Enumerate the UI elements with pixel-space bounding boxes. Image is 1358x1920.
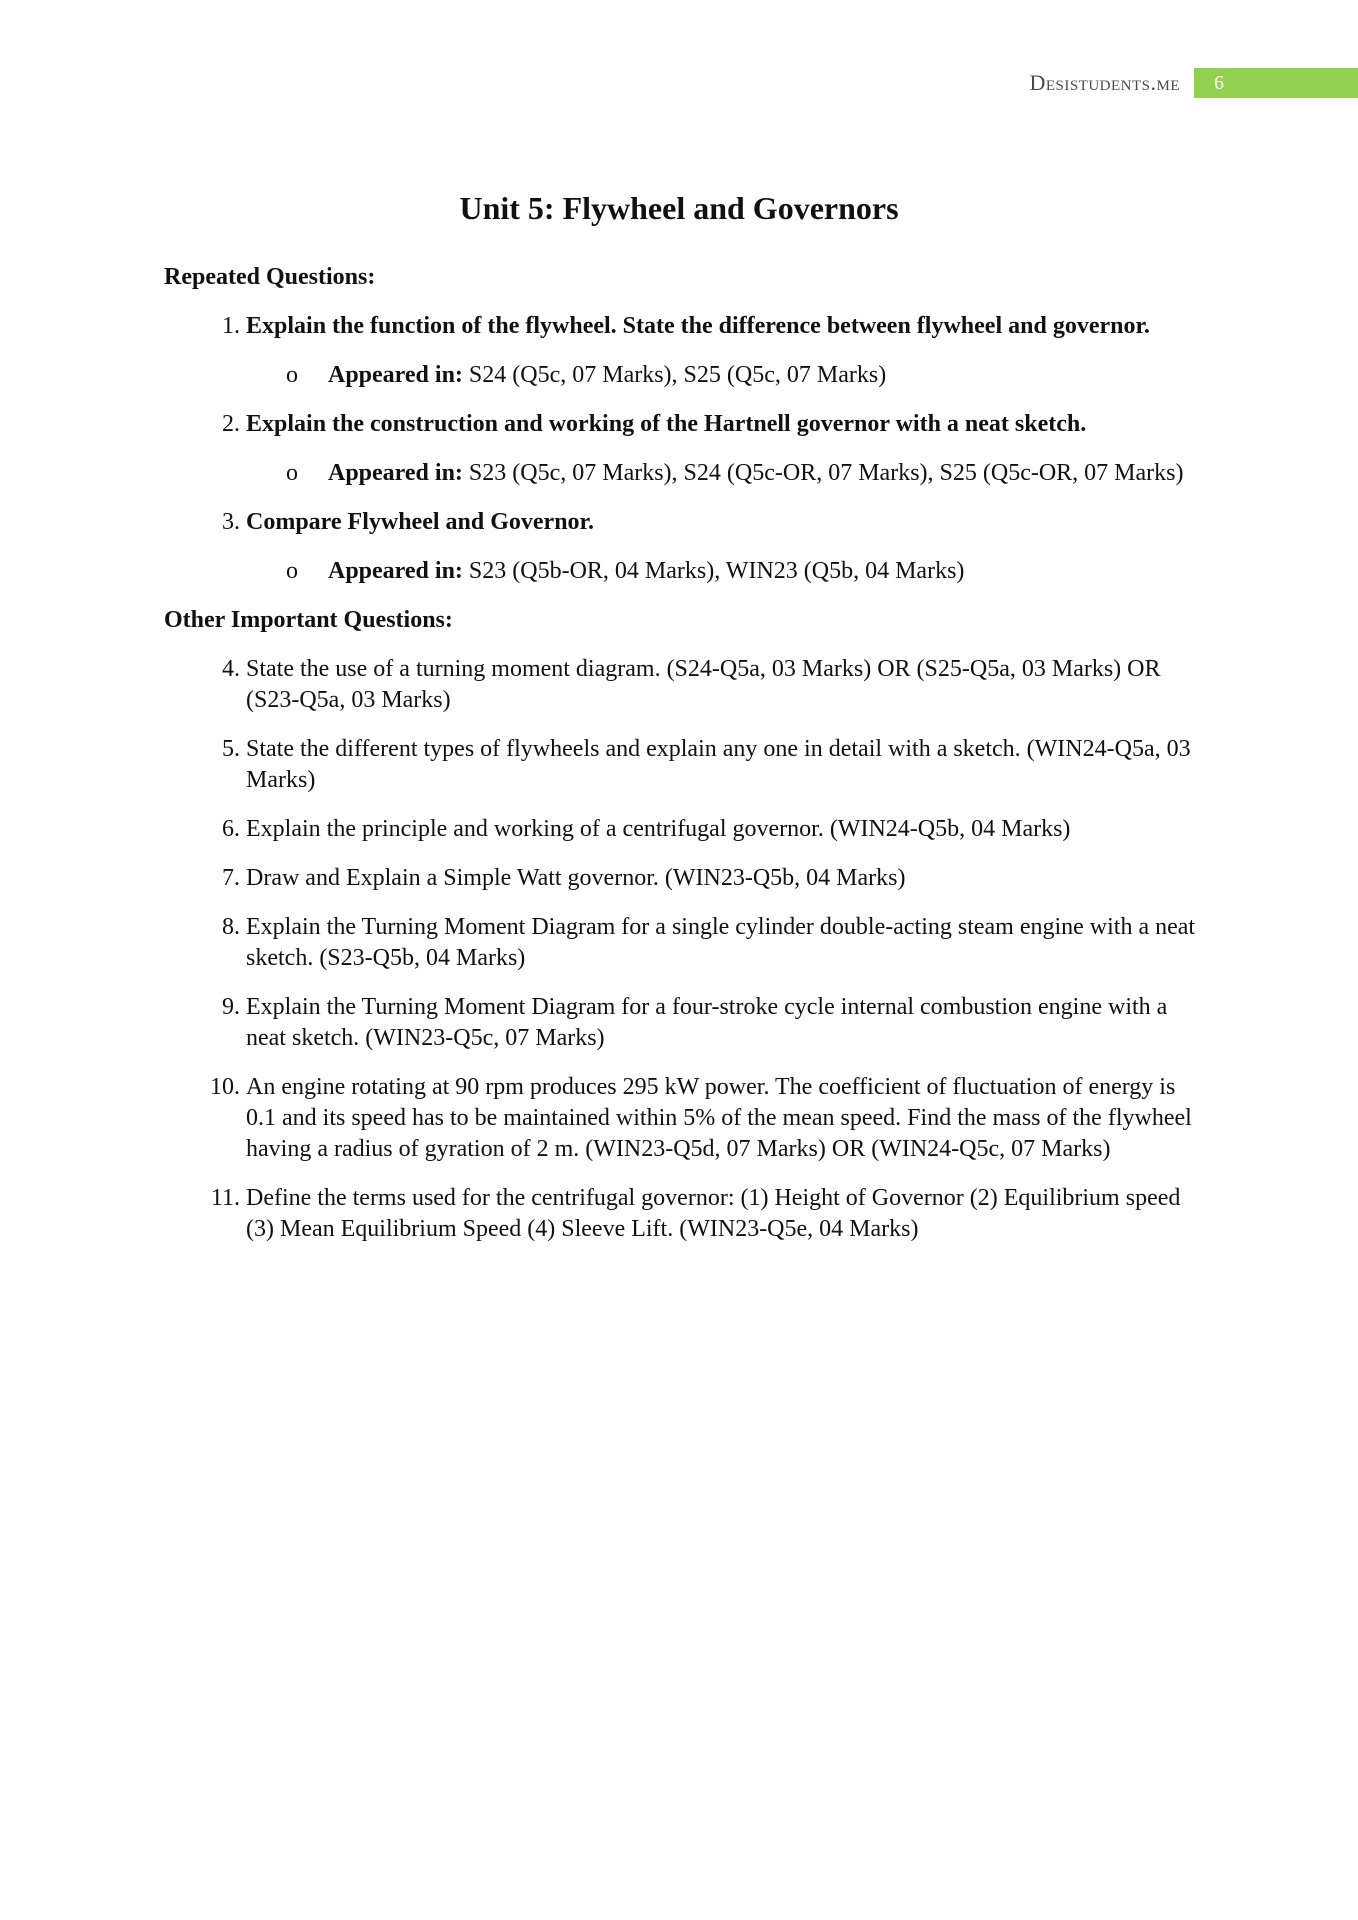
question-text: State the use of a turning moment diagram. (S24-Q5a, 03 Marks) OR (S25-Q5a, 03 Marks) OR (S23-Q5a, 03 Marks) [246, 656, 1161, 713]
question-item [164, 814, 1204, 845]
question-item [164, 311, 1204, 342]
question-text: Explain the function of the flywheel. State the difference between flywheel and governor. [246, 313, 1150, 339]
question-text: Explain the Turning Moment Diagram for a single cylinder double-acting steam engine with a neat sketch. (S23-Q5b, 04 Marks) [246, 914, 1196, 971]
other-questions-heading: Other Important Questions: [164, 607, 453, 633]
question-item [164, 654, 1204, 716]
document-body [164, 262, 1204, 1263]
appeared-value: S23 (Q5b-OR, 04 Marks), WIN23 (Q5b, 04 Marks) [468, 558, 965, 584]
bullet-circle-icon: o [286, 362, 298, 388]
question-number: 6. [222, 816, 240, 842]
question-number: 2. [222, 411, 240, 437]
question-text: Draw and Explain a Simple Watt governor. (WIN23-Q5b, 04 Marks) [246, 865, 906, 891]
question-text: Define the terms used for the centrifugal governor: (1) Height of Governor (2) Equilibrium speed (3) Mean Equilibrium Speed (4) Sleeve Lift. (WIN23-Q5e, 04 Marks) [246, 1185, 1181, 1242]
question-number: 1. [222, 313, 240, 339]
appeared-label: Appeared in: [328, 558, 463, 584]
appeared-in-line [164, 556, 1204, 587]
bullet-circle-icon: o [286, 460, 298, 486]
question-number: 9. [222, 994, 240, 1020]
question-item [164, 992, 1204, 1054]
appeared-in-line [164, 360, 1204, 391]
appeared-label: Appeared in: [328, 362, 463, 388]
site-name: Desistudents.me [1029, 70, 1180, 95]
page-number: 6 [1194, 68, 1358, 98]
question-text: Explain the principle and working of a centrifugal governor. (WIN24-Q5b, 04 Marks) [246, 816, 1071, 842]
question-number: 10. [210, 1074, 240, 1100]
question-item [164, 1072, 1204, 1165]
question-number: 3. [222, 509, 240, 535]
question-item [164, 507, 1204, 538]
question-number: 4. [222, 656, 240, 682]
question-number: 8. [222, 914, 240, 940]
question-text: Explain the construction and working of the Hartnell governor with a neat sketch. [246, 411, 1087, 437]
question-item [164, 1183, 1204, 1245]
question-number: 7. [222, 865, 240, 891]
question-item [164, 734, 1204, 796]
page-title [0, 190, 1358, 227]
bullet-circle-icon: o [286, 558, 298, 584]
question-item [164, 912, 1204, 974]
page-header [1029, 68, 1358, 98]
question-number: 5. [222, 736, 240, 762]
question-text: Explain the Turning Moment Diagram for a four-stroke cycle internal combustion engine with a neat sketch. (WIN23-Q5c, 07 Marks) [246, 994, 1168, 1051]
question-number: 11. [210, 1185, 240, 1211]
appeared-value: S23 (Q5c, 07 Marks), S24 (Q5c-OR, 07 Marks), S25 (Q5c-OR, 07 Marks) [468, 460, 1184, 486]
question-item [164, 863, 1204, 894]
appeared-in-line [164, 458, 1204, 489]
question-text: Compare Flywheel and Governor. [246, 509, 594, 535]
repeated-questions-heading: Repeated Questions: [164, 264, 376, 290]
question-item [164, 409, 1204, 440]
appeared-label: Appeared in: [328, 460, 463, 486]
appeared-value: S24 (Q5c, 07 Marks), S25 (Q5c, 07 Marks) [468, 362, 887, 388]
question-text: State the different types of flywheels and explain any one in detail with a sketch. (WIN24-Q5a, 03 Marks) [246, 736, 1191, 793]
question-text: An engine rotating at 90 rpm produces 295 kW power. The coefficient of fluctuation of energy is 0.1 and its speed has to be maintained within 5% of the mean speed. Find the mass of the flywheel having a radius of gyration of 2 m. (WIN23-Q5d, 07 Marks) OR (WIN24-Q5c, 07 Marks) [246, 1074, 1192, 1162]
page-title-text: Unit 5: Flywheel and Governors [459, 190, 899, 226]
